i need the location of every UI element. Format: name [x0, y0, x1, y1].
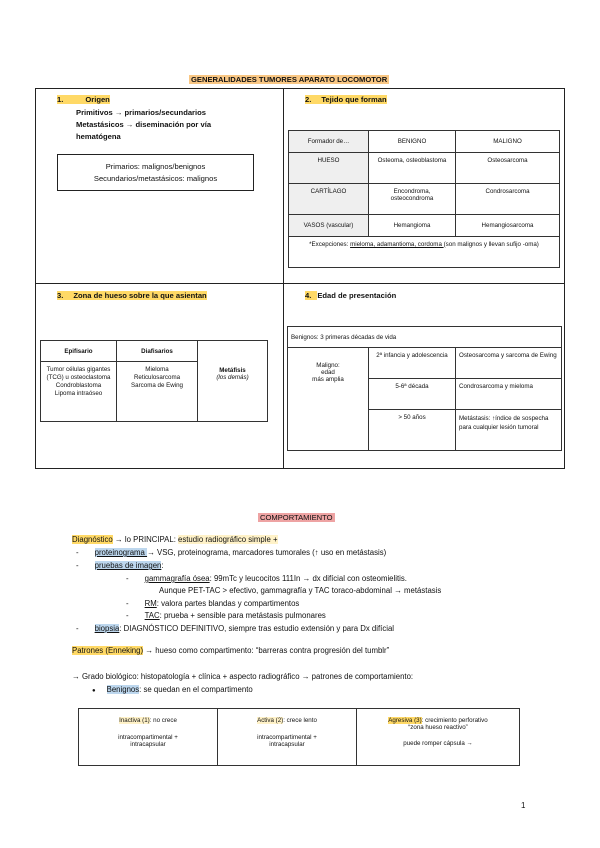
- grade-line: intracapsular: [269, 741, 305, 748]
- dash: -: [126, 599, 129, 608]
- table-header: Formador de…: [289, 131, 369, 153]
- table-cell: Hemangiosarcoma: [456, 215, 560, 237]
- grade-desc: : crece lento: [283, 717, 317, 724]
- section-edad-heading: [305, 291, 396, 300]
- dash: -: [76, 624, 79, 633]
- grado-line: → Grado biológico: histopatología + clínica + aspecto radiográfico → patrones de comportamiento:: [72, 672, 414, 681]
- table-cell: Hemangioma: [369, 215, 456, 237]
- cell-line: edad: [321, 369, 335, 376]
- rm-label: RM: [144, 599, 157, 608]
- page-number: 1: [521, 801, 526, 810]
- text: :: [161, 561, 164, 570]
- table-cell: Osteoma, osteoblastoma: [369, 153, 456, 184]
- document-title: GENERALIDADES TUMORES APARATO LOCOMOTOR: [191, 75, 388, 84]
- section-zona-heading: [57, 291, 207, 300]
- highlighted-text: estudio radiográfico simple +: [178, 535, 278, 544]
- exceptions-note: [289, 237, 560, 268]
- table-row: [79, 709, 520, 766]
- section-title: Origen: [85, 95, 110, 104]
- section-number: 1.: [57, 95, 85, 104]
- text: → VSG, proteinograma, marcadores tumorales (↑ uso en metástasis): [147, 548, 387, 557]
- text: : se quedan en el compartimento: [139, 685, 253, 694]
- origen-line: Primitivos → primarios/secundarios: [76, 108, 206, 117]
- table-cell: [117, 362, 198, 422]
- cell-line: Reticulosarcoma: [133, 374, 181, 381]
- metafisis-note: (los demás): [216, 374, 249, 381]
- table-cell: [41, 362, 117, 422]
- imagen-label: pruebas de imagen: [94, 561, 162, 570]
- maligno-cell: [288, 348, 369, 451]
- table-cell: Metástasis: ↑índice de sospecha para cualquier lesión tumoral: [456, 410, 562, 451]
- bullet-icon: ●: [92, 688, 96, 694]
- grade-line: intracompartimental +: [118, 734, 178, 741]
- table-cell: Osteosarcoma y sarcoma de Ewing: [456, 348, 562, 379]
- cell-line: Tumor células gigantes (TCG) u osteoclastoma: [46, 366, 111, 381]
- grades-table: [78, 708, 520, 766]
- metafisis-label: Metáfisis: [219, 367, 246, 374]
- text: → lo PRINCIPAL:: [112, 535, 179, 544]
- grade-label: Activa (2): [257, 717, 284, 724]
- table-row: [289, 184, 560, 215]
- table-header: BENIGNO: [369, 131, 456, 153]
- cell-line: Condroblastoma: [55, 382, 102, 389]
- tac-label: TAC: [144, 611, 160, 620]
- grade-line: puede romper cápsula →: [403, 740, 473, 747]
- zona-table: [40, 340, 268, 422]
- section-number: 3.: [57, 291, 73, 300]
- note-suffix: (son malignos y llevan sufijo -oma): [443, 241, 539, 248]
- dash: -: [76, 548, 79, 557]
- edad-table: [287, 326, 562, 451]
- comportamiento-title: COMPORTAMIENTO: [260, 513, 333, 522]
- grade-line: intracapsular: [130, 741, 166, 748]
- table-row: [289, 215, 560, 237]
- grid-divider: [283, 88, 284, 469]
- text: : valora partes blandas y compartimentos: [156, 599, 300, 608]
- table-row: [289, 153, 560, 184]
- cell-line: Maligno:: [316, 362, 340, 369]
- dash: -: [126, 574, 129, 583]
- summary-line: Primarios: malignos/benignos: [105, 162, 206, 171]
- grade-cell: [357, 709, 520, 766]
- summary-line: Secundarios/metastásicos: malignos: [93, 174, 218, 183]
- section-title: Zona de hueso sobre la que asientan: [73, 291, 207, 300]
- table-header: MALIGNO: [456, 131, 560, 153]
- grade-line: intracompartimental +: [257, 734, 317, 741]
- origen-line: Metastásicos → diseminación por vía: [76, 120, 212, 129]
- origen-text: [76, 107, 211, 143]
- text: Aunque PET-TAC > efectivo, gammagrafía y TAC toraco-abdominal → metástasis: [159, 586, 442, 595]
- diagnostico-label: Diagnóstico: [72, 535, 113, 544]
- text: → hueso como compartimento: “barreras contra progresión del tumblr”: [143, 646, 390, 655]
- grade-desc: : crecimiento perforativo: [421, 717, 488, 724]
- grade-cell: [79, 709, 218, 766]
- grade-line: “zona hueso reactivo”: [408, 724, 468, 731]
- section-title: Tejido que forman: [321, 95, 387, 104]
- section-origen-heading: [57, 95, 110, 104]
- table-header: Epifisario: [41, 341, 117, 362]
- benignos-label: Benignos: [106, 685, 140, 694]
- section-title: Edad de presentación: [317, 291, 397, 300]
- text: : 99mTc y leucocitos 111In → dx difícial con osteomielitis.: [209, 574, 407, 583]
- dash: -: [76, 561, 79, 570]
- table-cell: VASOS (vascular): [289, 215, 369, 237]
- section-number: 4.: [305, 291, 317, 300]
- table-cell: CARTÍLAGO: [289, 184, 369, 215]
- note-prefix: *Excepciones:: [309, 241, 351, 248]
- dash: -: [126, 611, 129, 620]
- text: : DIAGNÓSTICO DEFINITIVO, siempre tras estudio extensión y para Dx difícial: [119, 624, 395, 633]
- proteinograma-label: proteinograma: [94, 548, 148, 557]
- benignos-row: Benignos: 3 primeras décadas de vida: [288, 327, 562, 348]
- table-cell: > 50 años: [369, 410, 456, 451]
- table-cell: Condrosarcoma y mieloma: [456, 379, 562, 410]
- patrones-label: Patrones (Enneking): [72, 646, 144, 655]
- cell-line: Lipoma intraóseo: [54, 390, 103, 397]
- grade-label: Agresiva (3): [388, 717, 422, 724]
- grade-desc: : no crece: [149, 717, 177, 724]
- section-number: 2.: [305, 95, 321, 104]
- cell-line: más amplia: [312, 376, 344, 383]
- origen-summary-box: [57, 154, 254, 191]
- cell-line: Mieloma: [145, 366, 169, 373]
- table-cell: 5-6ª década: [369, 379, 456, 410]
- table-header: Diafisarios: [117, 341, 198, 362]
- table-cell: Condrosarcoma: [456, 184, 560, 215]
- grade-label: Inactiva (1): [119, 717, 150, 724]
- metafisis-cell: [198, 341, 268, 422]
- section-tejido-heading: [305, 95, 387, 104]
- cell-line: Sarcoma de Ewing: [131, 382, 183, 389]
- gammagrafia-label: gammagrafía ósea: [144, 574, 210, 583]
- grade-cell: [218, 709, 357, 766]
- table-cell: Encondroma, osteocondroma: [369, 184, 456, 215]
- note-exceptions: mieloma, adamantioma, cordoma: [350, 241, 444, 248]
- table-cell: HUESO: [289, 153, 369, 184]
- grid-divider: [35, 283, 565, 284]
- table-cell: Osteosarcoma: [456, 153, 560, 184]
- text: : prueba + sensible para metástasis pulmonares: [159, 611, 326, 620]
- origen-line: hematógena: [76, 132, 121, 141]
- table-cell: 2ª infancia y adolescencia: [369, 348, 456, 379]
- biopsia-label: biopsia: [94, 624, 120, 633]
- tejido-table: [288, 130, 560, 268]
